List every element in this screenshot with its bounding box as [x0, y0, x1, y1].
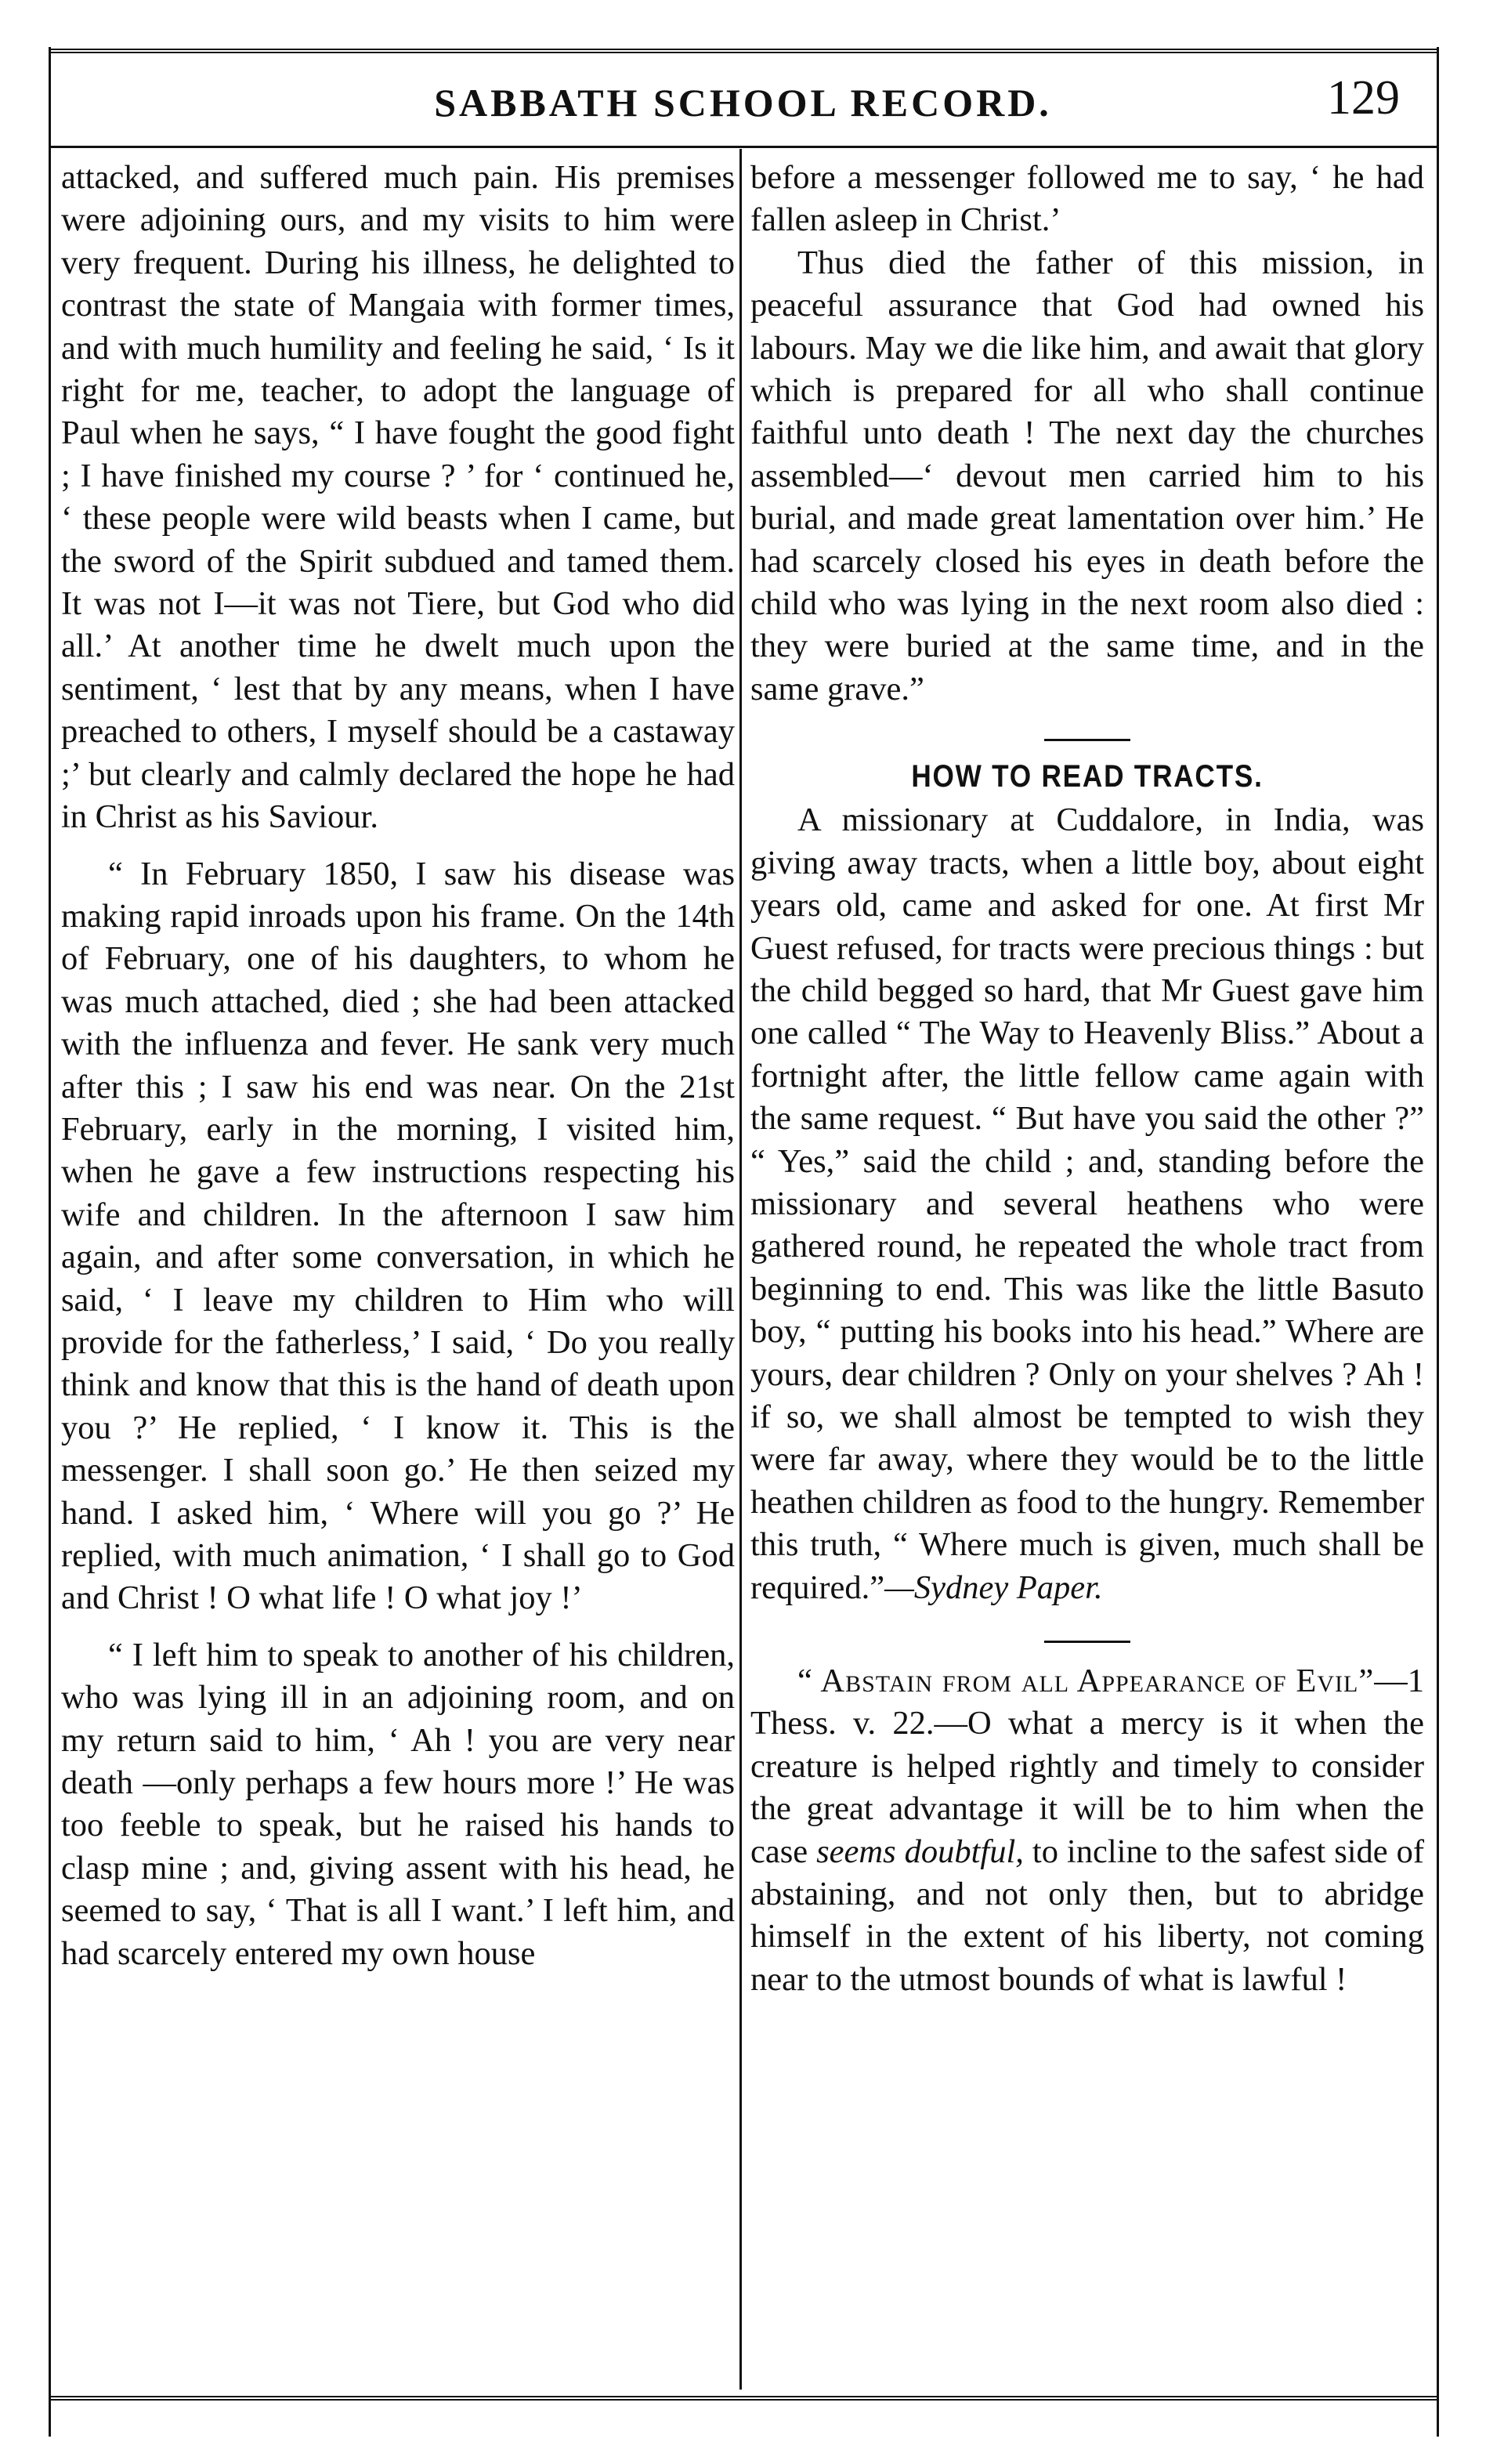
- left-column: [61, 157, 735, 1975]
- left-paragraph-2: “ In February 1850, I saw his disease was making rapid inroads upon his frame. On the 14th of February, one of his daughters, to whom he was much attached, died ; she had been attacked with the influenza and fever. He sank very much after this ; I saw his end was near. On the 21st February, early in the morning, I visited him, when he gave a few instructions respecting his wife and children. In the afternoon I saw him again, and after some conversation, in which he said, ‘ I leave my children to Him who will provide for the fatherless,’ I said, ‘ Do you really think and know that this is the hand of death upon you ?’ He replied, ‘ I know it. This is the messenger. I shall soon go.’ He then seized my hand. I asked him, ‘ Where will you go ?’ He replied, with much animation, ‘ I shall go to God and Christ ! O what life ! O what joy !’: [61, 855, 735, 1617]
- page-frame-left-border: [49, 47, 51, 2437]
- column-divider: [739, 149, 742, 2390]
- right-paragraph-4: [750, 1660, 1424, 2001]
- tract-story-text: A missionary at Cuddalore, in India, was giving away tracts, when a little boy, about eight years old, came and asked for one. At first Mr Guest refused, for tracts were precious things : but the child begged so hard, that Mr Guest gave him one called “ The Way to Heavenly Bliss.” About a fortnight after, the little fellow came again with the same request. “ But have you said the other ?” “ Yes,” said the child ; and, standing before the missionary and several heathens who were gathered round, he repeated the whole tract from beginning to end. This was like the little Basuto boy, “ putting his books into his head.” Where are yours, dear children ? Only on your shelves ? Ah ! if so, we shall almost be tempted to wish they were far away, where they would be to the little heathen children as food to the hungry. Remember this truth, “ Where much is given, much shall be required.”: [750, 801, 1424, 1606]
- paragraph-4-text-b: to incline to the safest side of abstaining, and not only then, but to abridge himself in the extent of his liberty, not coming near to the utmost bounds of what is lawful !: [750, 1833, 1425, 1998]
- header-rule: [49, 146, 1437, 148]
- scripture-quote: “ Abstain from all Appearance of Evil”: [797, 1663, 1375, 1699]
- right-paragraph-3: [750, 799, 1424, 1609]
- emphasized-phrase: seems doubtful,: [816, 1833, 1024, 1870]
- right-column: [750, 157, 1424, 2001]
- page-frame-right-border: [1437, 47, 1439, 2437]
- running-head: [55, 69, 1431, 139]
- left-paragraph-1: attacked, and suffered much pain. His premises were adjoining ours, and my visits to him were very frequent. During his illness, he delighted to contrast the state of Mangaia with former times, and with much humility and feeling he said, ‘ Is it right for me, teacher, to adopt the language of Paul when he says, “ I have fought the good fight ; I have finished my course ? ’ for ‘ continued he, ‘ these people were wild beasts when I came, but the sword of the Spirit subdued and tamed them. It was not I—it was not Tiere, but God who did all.’ At another time he dwelt much upon the sentiment, ‘ lest that by any means, when I have preached to others, I myself should be a castaway ;’ but clearly and calmly declared the hope he had in Christ as his Saviour.: [61, 159, 735, 836]
- bottom-border-rule: [49, 2396, 1437, 2404]
- right-paragraph-1: before a messenger followed me to say, ‘ he had fallen asleep in Christ.’: [750, 159, 1424, 239]
- paragraph-4-text-a: —O what a mercy is it when the creature is helped rightly and timely to consider the great advantage it will be to him when the case: [750, 1705, 1425, 1870]
- source-attribution: —Sydney Paper.: [884, 1568, 1103, 1606]
- right-paragraph-2: Thus died the father of this mission, in peaceful assurance that God had owned his labours. May we die like him, and await that glory which is prepared for all who shall continue faithful unto death ! The next day the churches assembled—‘ devout men carried him to his burial, and made great lamentation over him.’ He had scarcely closed his eyes in death before the child who was lying in the next room also died : they were buried at the same time, and in the same grave.”: [750, 244, 1424, 707]
- scripture-reference: —1 Thess. v. 22.: [750, 1663, 1424, 1742]
- section-divider-rule: [1044, 739, 1130, 741]
- section-divider-rule-2: [1044, 1641, 1130, 1643]
- running-head-title: SABBATH SCHOOL RECORD.: [434, 81, 1052, 125]
- section-title: HOW TO READ TRACTS.: [911, 759, 1264, 794]
- page-number: 129: [1327, 71, 1400, 125]
- left-paragraph-3: “ I left him to speak to another of his children, who was lying ill in an adjoining room, and on my return said to him, ‘ Ah ! you are very near death —only perhaps a few hours more !’ He was too feeble to speak, but he raised his hands to clasp mine ; and, giving assent with his head, he seemed to say, ‘ That is all I want.’ I left him, and had scarcely entered my own house: [61, 1636, 735, 1972]
- top-border-rule: [49, 49, 1437, 56]
